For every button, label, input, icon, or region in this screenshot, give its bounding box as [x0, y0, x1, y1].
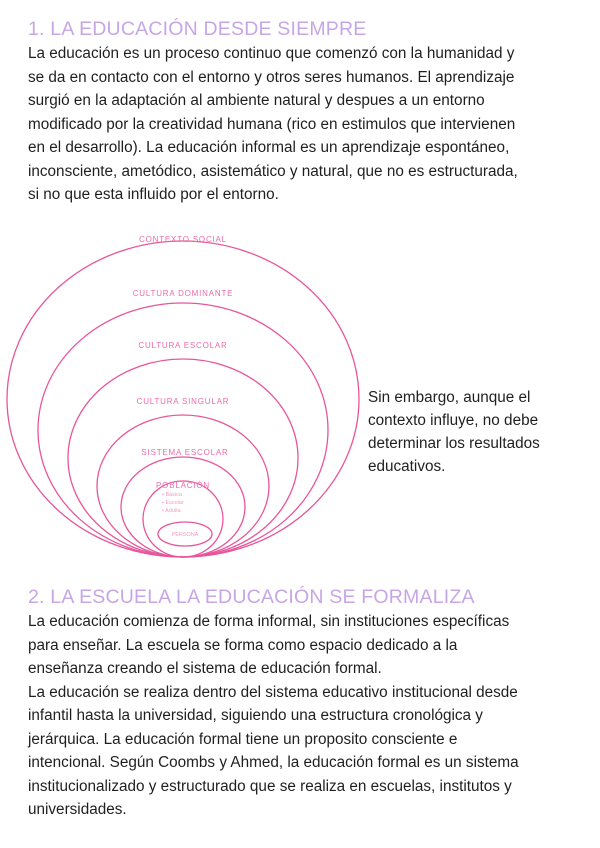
label-cultura-singular: CULTURA SINGULAR	[136, 397, 230, 406]
section1-line: modificado por la creatividad humana (rico en estimulos que intervienen	[28, 115, 516, 133]
section2-line: infantil hasta la universidad, siguiendo una estructura cronológica y	[28, 707, 483, 724]
section2-line: La educación se realiza dentro del sistema educativo institucional desde	[28, 683, 518, 701]
section2-line: universidades.	[28, 801, 127, 818]
side-note-line: educativos.	[368, 458, 446, 475]
poblacion-item: • Básica	[162, 492, 182, 498]
side-note	[368, 386, 540, 478]
side-note-line: determinar los resultados	[368, 435, 540, 452]
section2-line: enseñanza creando el sistema de educación formal.	[28, 660, 382, 677]
section1-line: surgió en la adaptación al ambiente natural y despues a un entorno	[28, 92, 485, 109]
label-poblacion: POBLACIÓN	[156, 481, 210, 490]
section2-line: para enseñar. La escuela se forma como espacio dedicado a la	[28, 636, 458, 654]
section1-line: inconsciente, ametódico, asistemático y natural, que no es estructurada,	[28, 162, 518, 180]
label-cultura-escolar: CULTURA ESCOLAR	[138, 341, 228, 350]
nested-context-diagram	[0, 218, 370, 558]
section2-line: jerárquica. La educación formal tiene un proposito consciente e	[28, 730, 458, 748]
side-note-line: contexto influye, no debe	[368, 412, 539, 429]
ring-sistema-escolar	[121, 457, 245, 557]
section1-line: se da en contacto con el entorno y otros seres humanos. El aprendizaje	[28, 68, 515, 86]
section1-line: en el desarrollo). La educación informal es un aprendizaje espontáneo,	[28, 139, 510, 156]
section2-line: La educación comienza de forma informal, sin instituciones específicas	[28, 613, 510, 630]
poblacion-item: • Adulta	[162, 508, 181, 514]
section1-line: si no que esta influido por el entorno.	[28, 186, 279, 203]
label-contexto-social: CONTEXTO SOCIAL	[139, 235, 227, 244]
ring-cultura-escolar	[68, 359, 298, 557]
section2-line: intencional. Según Coombs y Ahmed, la educación formal es un sistema	[28, 754, 519, 771]
section1-heading: 1. LA EDUCACIÓN DESDE SIEMPRE	[28, 18, 367, 40]
side-note-line: Sin embargo, aunque el	[368, 389, 531, 406]
label-cultura-dominante: CULTURA DOMINANTE	[132, 289, 234, 298]
section2-line: institucionalizado y estructurado que se realiza en escuelas, institutos y	[28, 777, 512, 795]
section1-paragraph	[28, 42, 576, 207]
section2-heading: 2. LA ESCUELA LA EDUCACIÓN SE FORMALIZA	[28, 586, 475, 608]
label-sistema-escolar: SISTEMA ESCOLAR	[141, 448, 229, 457]
poblacion-item: • Escolar	[162, 500, 184, 506]
label-persona: PERSONA	[171, 532, 199, 538]
section1-line: La educación es un proceso continuo que comenzó con la humanidad y	[28, 45, 515, 62]
section2-paragraph	[28, 610, 576, 822]
